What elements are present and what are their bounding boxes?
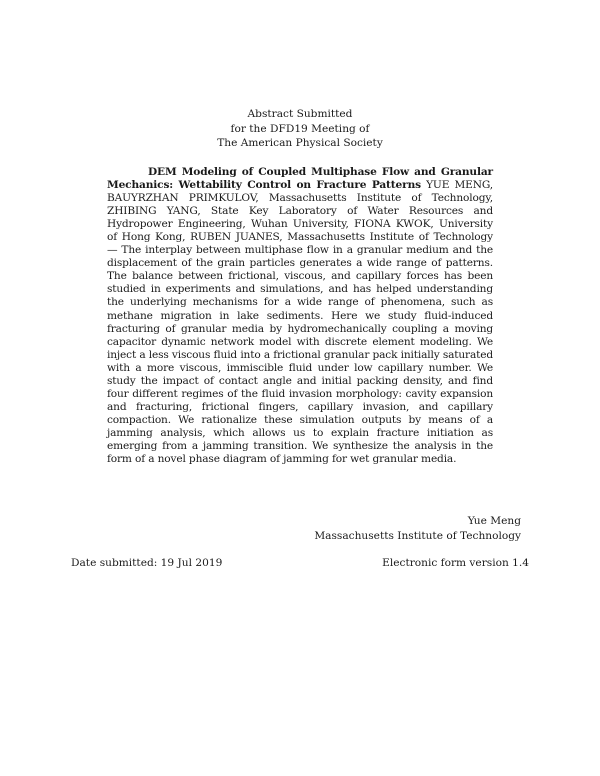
submission-header (0, 107, 600, 151)
signature-name: Yue Meng (467, 515, 521, 527)
abstract-body: YUE MENG, BAUYRZHAN PRIMKULOV, Massachusetts Institute of Technology, ZHIBING YANG, State Key Laboratory of Water Resources and Hydropower Engineering, Wuhan University, FIONA KWOK, University of Hong Kong, RUBEN JUANES, Massachusetts Institute of Technology — The interplay between multiphase flow in a granular medium and the displacement of the grain particles generates a wide range of patterns. The balance between frictional, viscous, and capillary forces has been studied in experiments and simulations, and has helped understanding the underlying mechanisms for a wide range of phenomena, such as methane migration in lake sediments. Here we study fluid-induced fracturing of granular media by hydromechanically coupling a moving capacitor dynamic network model with discrete element modeling. We inject a less viscous fluid into a frictional granular pack initially saturated with a more viscous, immiscible fluid under low capillary number. We study the impact of contact angle and initial packing density, and find four different regimes of the fluid invasion morphology: cavity expansion and fracturing, frictional fingers, capillary invasion, and capillary compaction. We rationalize these simulation outputs by means of a jamming analysis, which allows us to explain fracture initiation as emerging from a jamming transition. We synthesize the analysis in the form of a novel phase diagram of jamming for wet granular media. (107, 179, 493, 466)
form-version: Electronic form version 1.4 (382, 557, 529, 569)
date-submitted: Date submitted: 19 Jul 2019 (71, 557, 223, 569)
abstract-paragraph (107, 166, 493, 466)
abstract-title: DEM Modeling of Coupled Multiphase Flow and Granular Mechanics: Wettability Control on Fracture Patterns (107, 166, 493, 192)
signature-institution: Massachusetts Institute of Technology (314, 529, 521, 542)
header-line-3: The American Physical Society (217, 137, 383, 150)
signature-block (314, 514, 521, 543)
header-line-2: for the DFD19 Meeting of (230, 122, 370, 135)
header-line-1: Abstract Submitted (247, 108, 353, 120)
